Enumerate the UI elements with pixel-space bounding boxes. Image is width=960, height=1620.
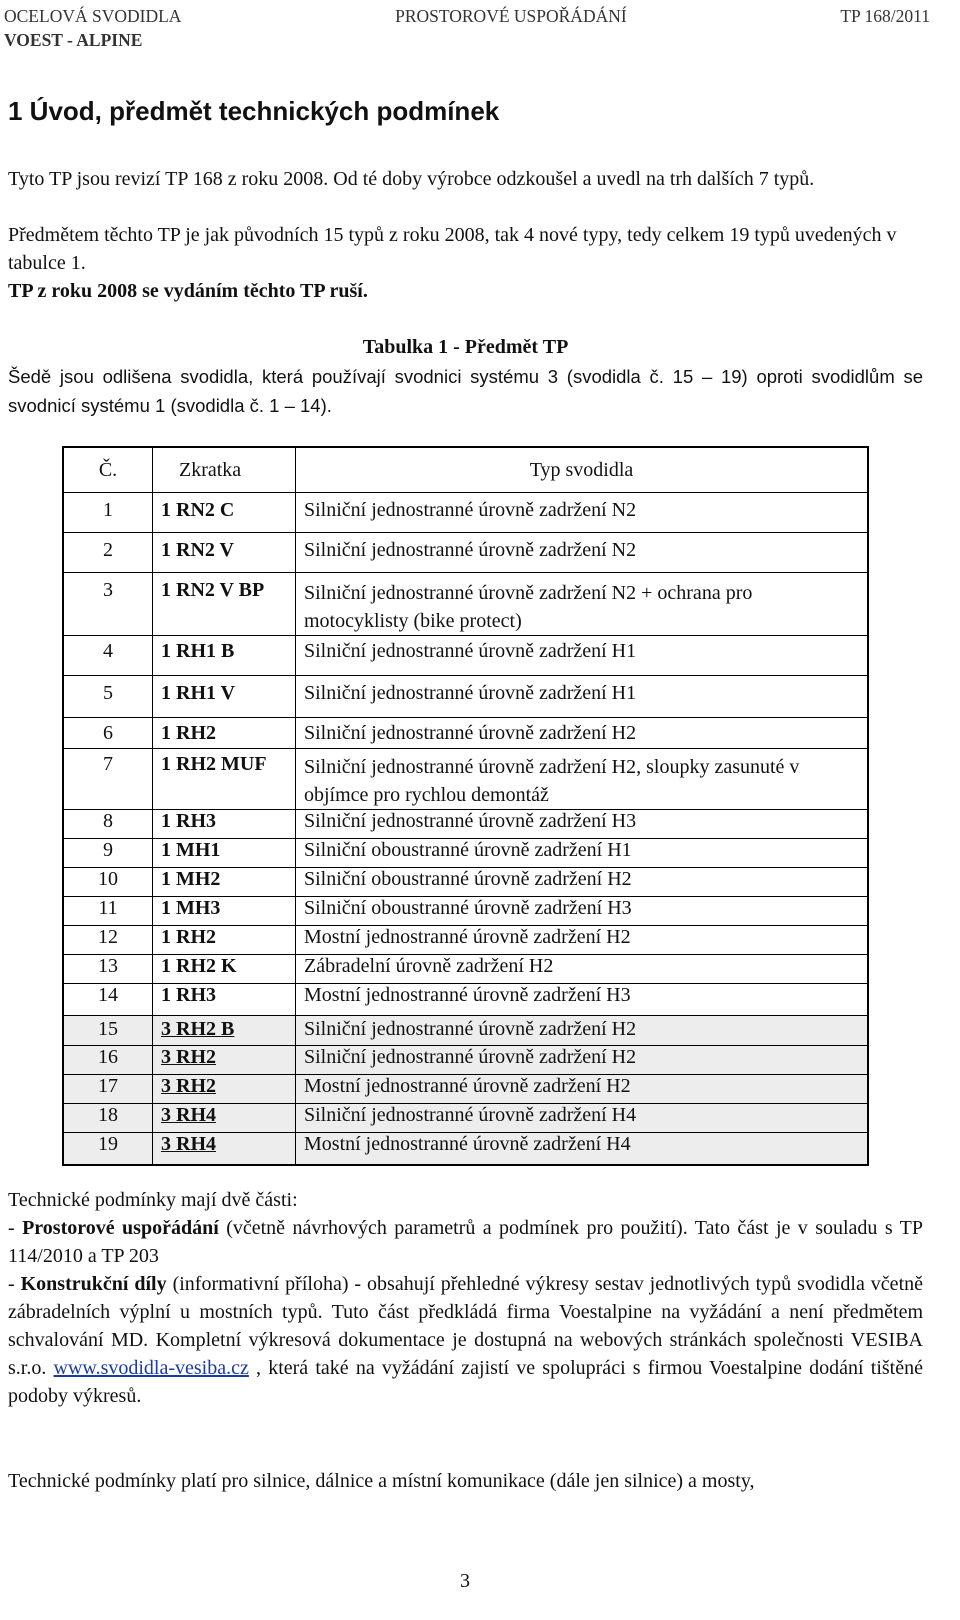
table-note: Šedě jsou odlišena svodidla, která používají svodnici systému 3 (svodidla č. 15 – 19) oproti svodidlům se svodnicí systému 1 (svodidla č. 1 – 14). xyxy=(8,366,923,416)
row-abbr: 1 RH3 xyxy=(153,810,296,839)
row-abbr: 3 RH2 xyxy=(153,1075,296,1104)
row-type: Silniční oboustranné úrovně zadržení H2 xyxy=(296,868,869,897)
table-row xyxy=(63,839,868,868)
row-abbr: 1 RN2 V BP xyxy=(153,573,296,636)
row-abbr: 3 RH2 xyxy=(153,1046,296,1075)
table-row xyxy=(63,718,868,749)
row-type: Silniční jednostranné úrovně zadržení N2 + ochrana pro motocyklisty (bike protect) xyxy=(296,573,869,636)
part-a xyxy=(8,1214,923,1270)
row-type: Silniční jednostranné úrovně zadržení H1 xyxy=(296,676,869,718)
row-number: 13 xyxy=(63,955,153,984)
part-b-dash: - xyxy=(8,1273,21,1295)
row-number: 3 xyxy=(63,573,153,636)
row-number: 16 xyxy=(63,1046,153,1075)
part-a-dash: - xyxy=(8,1217,23,1239)
table-row-gray xyxy=(63,1075,868,1104)
vesiba-link[interactable]: www.svodidla-vesiba.cz xyxy=(53,1357,249,1379)
table-row xyxy=(63,868,868,897)
row-abbr: 3 RH4 xyxy=(153,1133,296,1165)
table-header-row xyxy=(63,447,868,493)
row-abbr: 3 RH2 B xyxy=(153,1016,296,1046)
row-number: 19 xyxy=(63,1133,153,1165)
header-left: OCELOVÁ SVODIDLA xyxy=(4,6,182,26)
parts-intro: Technické podmínky mají dvě části: xyxy=(8,1189,298,1211)
table-row xyxy=(63,955,868,984)
header-center: PROSTOROVÉ USPOŘÁDÁNÍ xyxy=(395,6,627,26)
row-abbr: 1 RN2 V xyxy=(153,533,296,573)
row-number: 18 xyxy=(63,1104,153,1133)
section-heading: 1 Úvod, předmět technických podmínek xyxy=(8,96,500,126)
part-b-text: (informativní příloha) - obsahují přehledné výkresy sestav jednotlivých typů svodidla včetně zábradelních výplní u mostních typů. Tuto část předkládá firma Voestalpine na vyžádání a není předmětem schvalování MD. Kompletní výkresová dokumentace je dostupná na webových stránkách společnosti VESIBA s.r.o. xyxy=(8,1273,923,1379)
row-number: 17 xyxy=(63,1075,153,1104)
page-header xyxy=(4,4,930,52)
row-abbr: 1 MH1 xyxy=(153,839,296,868)
row-abbr: 1 RH2 K xyxy=(153,955,296,984)
row-number: 7 xyxy=(63,749,153,810)
row-number: 9 xyxy=(63,839,153,868)
row-abbr: 1 RH3 xyxy=(153,984,296,1016)
table-row xyxy=(63,533,868,573)
row-type: Mostní jednostranné úrovně zadržení H3 xyxy=(304,984,631,1006)
table-row xyxy=(63,676,868,718)
header-right: TP 168/2011 xyxy=(840,6,930,26)
table-row xyxy=(63,573,868,636)
table-row-gray xyxy=(63,1016,868,1046)
row-abbr: 1 RH2 xyxy=(153,718,296,749)
intro-paragraph-2: Předmětem těchto TP je jak původních 15 typů z roku 2008, tak 4 nové typy, tedy celkem 19 typů uvedených v tabulce 1. xyxy=(8,224,897,274)
row-number: 14 xyxy=(63,984,153,1016)
col-header-number: Č. xyxy=(63,447,153,493)
part-a-title: Prostorové uspořádání xyxy=(22,1217,219,1239)
row-type: Silniční jednostranné úrovně zadržení H3 xyxy=(296,810,869,839)
row-type: Silniční jednostranné úrovně zadržení H1 xyxy=(296,636,869,676)
row-number: 15 xyxy=(63,1016,153,1046)
table-row xyxy=(63,926,868,955)
row-type: Silniční jednostranné úrovně zadržení N2 xyxy=(296,493,869,533)
table-caption: Tabulka 1 - Předmět TP xyxy=(362,336,569,358)
row-type: Silniční jednostranné úrovně zadržení H2 xyxy=(296,718,869,749)
row-type: Silniční jednostranné úrovně zadržení H2 xyxy=(296,1046,869,1075)
part-b xyxy=(8,1270,923,1410)
row-type: Silniční jednostranné úrovně zadržení N2 xyxy=(296,533,869,573)
table-row xyxy=(63,984,868,1016)
row-type: Silniční oboustranné úrovně zadržení H3 xyxy=(296,897,869,926)
header-row-1 xyxy=(4,4,930,28)
part-a-text: (včetně návrhových parametrů a podmínek pro použití). Tato část je v souladu s TP 114/2010 a TP 203 xyxy=(8,1217,923,1267)
row-abbr: 1 RH2 MUF xyxy=(153,749,296,810)
row-abbr: 1 RH2 xyxy=(153,926,296,955)
table-row xyxy=(63,636,868,676)
table-row xyxy=(63,749,868,810)
col-header-abbr: Zkratka xyxy=(153,447,296,493)
row-type: Mostní jednostranné úrovně zadržení H2 xyxy=(296,926,869,955)
part-b-title: Konstrukční díly xyxy=(20,1273,167,1295)
part-b-tail: , která také na vyžádání zajistí ve spolupráci s firmou Voestalpine dodání tištěné podoby výkresů. xyxy=(8,1357,923,1407)
row-abbr: 1 MH2 xyxy=(153,868,296,897)
row-number: 11 xyxy=(63,897,153,926)
row-type: Zábradelní úrovně zadržení H2 xyxy=(296,955,869,984)
row-abbr: 1 MH3 xyxy=(153,897,296,926)
row-type: Mostní jednostranné úrovně zadržení H4 xyxy=(296,1133,869,1165)
header-row-2 xyxy=(4,28,930,52)
table-row xyxy=(63,810,868,839)
row-type: Silniční jednostranné úrovně zadržení H2, sloupky zasunuté v objímce pro rychlou demontáž xyxy=(296,749,869,810)
row-abbr: 1 RH1 B xyxy=(153,636,296,676)
table-row xyxy=(63,493,868,533)
row-type: Silniční jednostranné úrovně zadržení H4 xyxy=(296,1104,869,1133)
header-company: VOEST - ALPINE xyxy=(4,30,143,50)
row-abbr: 1 RH1 V xyxy=(153,676,296,718)
row-type: Mostní jednostranné úrovně zadržení H2 xyxy=(296,1075,869,1104)
intro-paragraph-1: Tyto TP jsou revizí TP 168 z roku 2008. Od té doby výrobce odzkoušel a uvedl na trh dalších 7 typů. xyxy=(8,168,815,190)
page-number: 3 xyxy=(460,1570,470,1592)
row-number: 6 xyxy=(63,718,153,749)
types-table xyxy=(62,446,869,1166)
row-number: 2 xyxy=(63,533,153,573)
scope-paragraph: Technické podmínky platí pro silnice, dálnice a místní komunikace (dále jen silnice) a mosty, xyxy=(8,1470,755,1492)
row-number: 1 xyxy=(63,493,153,533)
row-abbr: 3 RH4 xyxy=(153,1104,296,1133)
row-number: 8 xyxy=(63,810,153,839)
table-row-gray xyxy=(63,1046,868,1075)
col-header-type: Typ svodidla xyxy=(296,447,869,493)
row-abbr: 1 RN2 C xyxy=(153,493,296,533)
table-row xyxy=(63,897,868,926)
row-type: Silniční oboustranné úrovně zadržení H1 xyxy=(296,839,869,868)
intro-paragraph-3: TP z roku 2008 se vydáním těchto TP ruší. xyxy=(8,280,368,302)
row-number: 4 xyxy=(63,636,153,676)
table-row-gray xyxy=(63,1133,868,1165)
row-number: 5 xyxy=(63,676,153,718)
row-number: 12 xyxy=(63,926,153,955)
row-number: 10 xyxy=(63,868,153,897)
row-type: Silniční jednostranné úrovně zadržení H2 xyxy=(296,1016,869,1046)
table-row-gray xyxy=(63,1104,868,1133)
